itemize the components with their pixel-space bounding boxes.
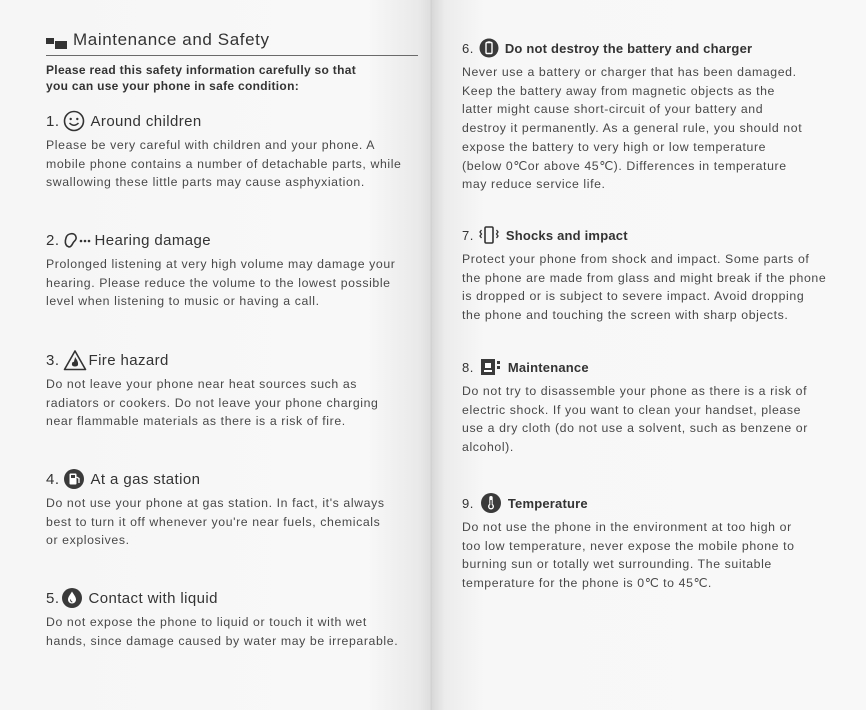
section-title: Temperature — [507, 495, 588, 511]
section-number: 9. — [462, 495, 474, 511]
body-line: or explosives. — [46, 533, 130, 548]
section-number: 1. — [46, 112, 60, 130]
water-drop-icon — [61, 587, 83, 609]
body-line: alcohol). — [462, 440, 514, 455]
thermometer-icon — [480, 492, 502, 514]
section-body — [46, 136, 402, 192]
section-number: 4. — [46, 470, 60, 488]
section-number: 3. — [46, 351, 60, 369]
body-line: level when listening to music or having a call. — [46, 294, 320, 309]
section-gas-station — [46, 468, 385, 550]
ear-icon — [63, 230, 91, 250]
body-line: Do not expose the phone to liquid or touch it with wet — [46, 615, 367, 629]
body-line: best to turn it off whenever you're near fuels, chemicals — [46, 514, 381, 529]
section-heading — [46, 110, 402, 132]
section-body — [462, 518, 795, 593]
body-line: temperature for the phone is 0℃ to 45℃. — [462, 576, 712, 591]
section-shocks-impact — [462, 224, 826, 325]
section-title: Hearing damage — [94, 231, 212, 249]
section-title: Contact with liquid — [88, 589, 218, 607]
section-maintenance — [462, 356, 808, 457]
fire-warning-icon — [63, 349, 87, 371]
body-line: (below 0℃or above 45℃). Differences in temperature — [462, 158, 787, 173]
section-body — [46, 613, 398, 650]
body-line: latter might cause short-circuit of your battery and — [462, 102, 764, 117]
body-line: mobile phone contains a number of detachable parts, while — [46, 156, 402, 171]
title-row — [46, 29, 418, 56]
right-page — [432, 0, 866, 710]
body-line: Please be very careful with children and your phone. A — [46, 138, 376, 152]
section-around-children — [46, 110, 402, 192]
body-line: hands, since damage caused by water may be irreparable. — [46, 633, 399, 648]
section-title: Fire hazard — [88, 351, 169, 369]
body-line: is dropped or is subject to severe impact. Avoid dropping — [462, 289, 805, 304]
section-title: Maintenance — [507, 359, 589, 375]
section-body — [46, 375, 378, 431]
section-heading — [462, 224, 826, 246]
intro-text — [46, 62, 416, 94]
section-title: At a gas station — [90, 470, 201, 488]
body-line: Do not use your phone at gas station. In fact, it's always — [46, 496, 385, 510]
section-number: 6. — [462, 40, 474, 56]
page-title: Maintenance and Safety — [73, 30, 270, 49]
smiley-face-icon — [63, 110, 85, 132]
section-heading — [46, 349, 378, 371]
section-body — [462, 382, 808, 457]
section-heading — [46, 468, 385, 490]
body-line: too low temperature, never expose the mobile phone to — [462, 538, 795, 553]
section-title: Around children — [90, 112, 202, 130]
section-body — [46, 494, 385, 550]
body-line: Do not leave your phone near heat sources such as — [46, 377, 358, 391]
body-line: use a dry cloth (do not use a solvent, such as benzene or — [462, 421, 808, 436]
battery-icon — [479, 38, 499, 58]
body-line: hearing. Please reduce the volume to the lowest possible — [46, 275, 391, 290]
body-line: Protect your phone from shock and impact. Some parts of — [462, 252, 810, 266]
section-battery-charger — [462, 37, 802, 194]
body-line: Do not use the phone in the environment at too high or — [462, 520, 792, 534]
section-body — [462, 250, 826, 325]
section-title: Do not destroy the battery and charger — [504, 40, 753, 56]
section-number: 8. — [462, 359, 474, 375]
body-line: Never use a battery or charger that has been damaged. — [462, 65, 797, 79]
left-page — [0, 0, 432, 710]
body-line: swallowing these little parts may cause asphyxiation. — [46, 175, 365, 190]
body-line: destroy it permanently. As a general rule, you should not — [462, 121, 803, 136]
gas-pump-icon — [63, 468, 85, 490]
section-body — [46, 255, 395, 311]
body-line: near flammable materials as there is a risk of fire. — [46, 414, 346, 429]
section-heading — [462, 37, 802, 59]
intro-line: you can use your phone in safe condition: — [46, 79, 299, 93]
body-line: the phone and touching the screen with sharp objects. — [462, 308, 789, 323]
section-hearing-damage — [46, 229, 395, 311]
body-line: Do not try to disassemble your phone as there is a risk of — [462, 384, 808, 398]
body-line: Keep the battery away from magnetic objects as the — [462, 83, 775, 98]
intro-line: Please read this safety information carefully so that — [46, 63, 356, 77]
body-line: Prolonged listening at very high volume may damage your — [46, 257, 396, 271]
section-heading — [462, 356, 808, 378]
section-marker-icon — [46, 38, 68, 49]
section-temperature — [462, 492, 795, 593]
body-line: electric shock. If you want to clean your handset, please — [462, 402, 802, 417]
body-line: radiators or cookers. Do not leave your phone charging — [46, 395, 379, 410]
body-line: the phone are made from glass and might break if the phone — [462, 270, 827, 285]
section-heading — [46, 229, 395, 251]
body-line: may reduce service life. — [462, 177, 606, 192]
body-line: expose the battery to very high or low temperature — [462, 139, 767, 154]
vibrating-phone-icon — [478, 225, 500, 245]
section-contact-liquid — [46, 587, 398, 650]
body-line: burning sun or totally wet surrounding. The suitable — [462, 557, 772, 572]
section-number: 5. — [46, 589, 60, 607]
section-fire-hazard — [46, 349, 378, 431]
section-title: Shocks and impact — [505, 227, 628, 243]
section-heading — [462, 492, 795, 514]
section-heading — [46, 587, 398, 609]
maintenance-icon — [480, 357, 502, 377]
section-body — [462, 63, 802, 194]
section-number: 7. — [462, 227, 474, 243]
section-number: 2. — [46, 231, 60, 249]
